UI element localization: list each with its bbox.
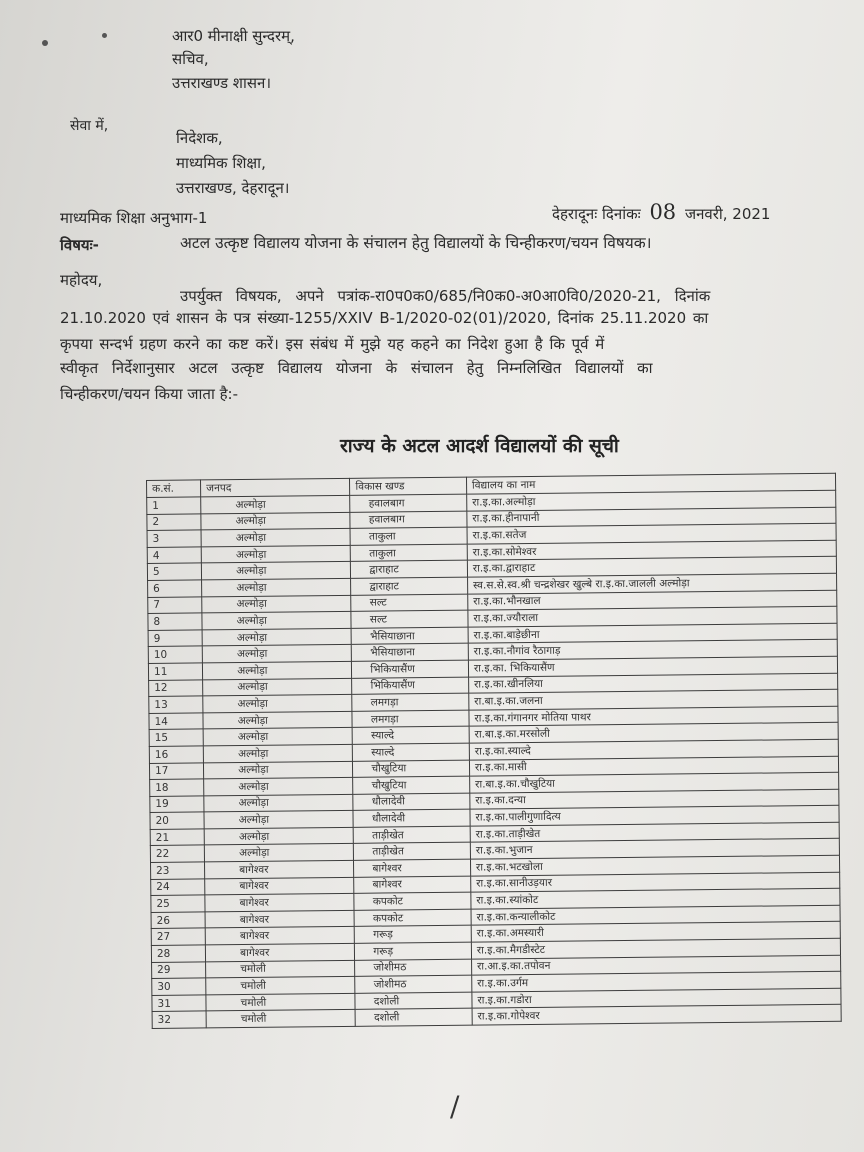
- cell-block: लमगड़ा: [352, 710, 469, 728]
- cell-school: रा.इ.का.स्यांकोट: [471, 889, 840, 909]
- cell-school: रा.इ.का.ताड़ीखेत: [470, 822, 839, 842]
- cell-block: भिकियासैंण: [352, 677, 469, 695]
- cell-block: जोशीमठ: [355, 975, 472, 993]
- cell-school: रा.इ.का.गोपेश्वर: [472, 1005, 841, 1025]
- cell-district: अल्मोड़ा: [201, 529, 350, 547]
- cell-school: रा.इ.का.अमस्यारी: [471, 922, 840, 942]
- cell-block: दशोली: [355, 1009, 472, 1027]
- cell-district: बागेश्वर: [205, 877, 354, 895]
- cell-serial: 28: [151, 945, 205, 962]
- cell-district: बागेश्वर: [206, 943, 355, 961]
- cell-district: बागेश्वर: [205, 860, 354, 878]
- cell-school: रा.इ.का.द्वाराहाट: [467, 557, 836, 577]
- cell-district: चमोली: [206, 960, 355, 978]
- cell-block: भैसियाछाना: [351, 627, 468, 645]
- cell-serial: 7: [148, 596, 202, 613]
- cell-block: ताकुला: [350, 527, 467, 545]
- salutation: महोदय,: [60, 271, 103, 289]
- cell-district: चमोली: [206, 993, 355, 1011]
- cell-district: अल्मोड़ा: [204, 761, 353, 779]
- cell-block: सल्ट: [351, 594, 468, 612]
- cell-serial: 14: [149, 713, 203, 730]
- cell-school: रा.इ.का.भुजान: [470, 839, 839, 859]
- cell-district: अल्मोड़ा: [201, 545, 350, 563]
- cell-serial: 9: [148, 630, 202, 647]
- cell-block: स्याल्दे: [353, 726, 470, 744]
- cell-serial: 18: [150, 779, 204, 796]
- cell-block: स्याल्दे: [353, 743, 470, 761]
- cell-district: अल्मोड़ा: [205, 844, 354, 862]
- cell-serial: 11: [148, 663, 202, 680]
- cell-serial: 2: [147, 514, 201, 531]
- cell-school: रा.बा.इ.का.चौखुटिया: [470, 772, 839, 792]
- recipient-title: निदेशक,: [176, 129, 223, 147]
- cell-serial: 26: [151, 912, 205, 929]
- cell-district: अल्मोड़ा: [204, 777, 353, 795]
- cell-school: रा.इ.का.गंगानगर मोतिया पाथर: [469, 706, 838, 726]
- cell-school: रा.इ.का.भौनखाल: [468, 590, 837, 610]
- date-month-year: जनवरी, 2021: [684, 205, 771, 223]
- cell-school: रा.इ.का.कन्यालीकोट: [471, 905, 840, 925]
- cell-school: रा.इ.का.सानीउड़यार: [471, 872, 840, 892]
- cell-school: रा.इ.का.दन्या: [470, 789, 839, 809]
- table-title: राज्य के अटल आदर्श विद्यालयों की सूची: [340, 435, 619, 457]
- cell-district: चमोली: [206, 977, 355, 995]
- body-line: उपर्युक्त विषयक, अपने पत्रांक-रा0प0क0/685/नि0क0-अ0आ0वि0/2020-21, दिनांक: [180, 287, 711, 305]
- cell-serial: 21: [150, 829, 204, 846]
- cell-serial: 25: [151, 895, 205, 912]
- sender-designation: सचिव,: [172, 50, 209, 68]
- cell-district: अल्मोड़ा: [202, 595, 351, 613]
- cell-serial: 22: [150, 845, 204, 862]
- cell-block: जोशीमठ: [355, 959, 472, 977]
- cell-block: द्वाराहाट: [351, 577, 468, 595]
- cell-district: अल्मोड़ा: [203, 678, 352, 696]
- cell-block: हवालबाग: [350, 511, 467, 529]
- cell-school: रा.इ.का.सोमेश्वर: [467, 540, 836, 560]
- cell-school: रा.इ.का.मासी: [469, 756, 838, 776]
- cell-serial: 31: [152, 995, 206, 1012]
- body-line: स्वीकृत निर्देशानुसार अटल उत्कृष्ट विद्यालय योजना के संचालन हेतु निम्नलिखित विद्यालयों का: [60, 359, 653, 377]
- cell-school: रा.इ.का. भिकियासैंण: [468, 656, 837, 676]
- cell-district: अल्मोड़ा: [203, 711, 352, 729]
- cell-school: रा.इ.का.बाड़ेछीना: [468, 623, 837, 643]
- cell-district: बागेश्वर: [205, 910, 354, 928]
- body-line: चिन्हीकरण/चयन किया जाता है:-: [60, 385, 239, 403]
- cell-school: रा.इ.का.हीनापानी: [467, 507, 836, 527]
- table-body: [147, 490, 842, 1028]
- cell-block: भैसियाछाना: [352, 643, 469, 661]
- cell-block: बागेश्वर: [354, 876, 471, 894]
- cell-block: भिकियासैंण: [352, 660, 469, 678]
- cell-district: अल्मोड़ा: [203, 744, 352, 762]
- cell-district: अल्मोड़ा: [203, 661, 352, 679]
- cell-serial: 1: [147, 497, 201, 514]
- cell-serial: 6: [148, 580, 202, 597]
- cell-school: रा.इ.का.पालीगुणादित्य: [470, 806, 839, 826]
- cell-school: रा.इ.का.गडोरा: [472, 988, 841, 1008]
- date-line: [552, 200, 770, 224]
- cell-serial: 23: [151, 862, 205, 879]
- cell-block: गरूड़: [355, 926, 472, 944]
- cell-serial: 3: [147, 530, 201, 547]
- cell-serial: 24: [151, 879, 205, 896]
- schools-table: [146, 473, 842, 1029]
- paper-speck: [102, 33, 107, 38]
- cell-block: द्वाराहाट: [351, 561, 468, 579]
- cell-block: धौलादेवी: [353, 793, 470, 811]
- cell-district: बागेश्वर: [205, 894, 354, 912]
- cell-school: रा.इ.का.सतेज: [467, 523, 836, 543]
- cell-district: अल्मोड़ा: [204, 811, 353, 829]
- sender-government: उत्तराखण्ड शासन।: [172, 74, 272, 92]
- subject-text: अटल उत्कृष्ट विद्यालय योजना के संचालन हेतु विद्यालयों के चिन्हीकरण/चयन विषयक।: [180, 234, 652, 252]
- cell-block: चौखुटिया: [353, 776, 470, 794]
- body-line: कृपया सन्दर्भ ग्रहण करने का कष्ट करें। इस संबंध में मुझे यह कहने का निदेश हुआ है कि पूर्व में: [60, 335, 605, 353]
- paper-speck: [42, 40, 48, 46]
- cell-block: ताड़ीखेत: [354, 843, 471, 861]
- cell-district: अल्मोड़ा: [203, 694, 352, 712]
- cell-serial: 13: [149, 696, 203, 713]
- cell-school: रा.इ.का.मैगडीस्टेट: [471, 938, 840, 958]
- recipient-place: उत्तराखण्ड, देहरादून।: [176, 179, 290, 197]
- cell-school: रा.इ.का.अल्मोड़ा: [467, 490, 836, 510]
- cell-serial: 10: [148, 646, 202, 663]
- cell-district: अल्मोड़ा: [201, 512, 350, 530]
- section-name: माध्यमिक शिक्षा अनुभाग-1: [60, 209, 208, 227]
- cell-serial: 4: [147, 547, 201, 564]
- date-prefix: देहरादूनः दिनांकः: [552, 205, 641, 223]
- cell-serial: 15: [149, 729, 203, 746]
- header-school: विद्यालय का नाम: [466, 473, 835, 494]
- cell-serial: 12: [149, 679, 203, 696]
- cell-school: रा.बा.इ.का.जलना: [469, 689, 838, 709]
- subject-label: विषयः-: [60, 236, 99, 254]
- header-district: जनपद: [201, 478, 350, 497]
- recipient-department: माध्यमिक शिक्षा,: [176, 154, 266, 172]
- cell-block: दशोली: [355, 992, 472, 1010]
- cell-block: चौखुटिया: [353, 760, 470, 778]
- sender-name: आर0 मीनाक्षी सुन्दरम्,: [172, 27, 295, 45]
- cell-serial: 16: [149, 746, 203, 763]
- cell-district: अल्मोड़ा: [204, 794, 353, 812]
- cell-district: अल्मोड़ा: [203, 728, 352, 746]
- cell-school: स्व.स.से.स्व.श्री चन्द्रशेखर खुल्बे रा.इ.का.जालली अल्मोड़ा: [467, 573, 836, 593]
- cell-school: रा.बा.इ.का.मरसोली: [469, 723, 838, 743]
- cell-district: अल्मोड़ा: [204, 827, 353, 845]
- body-line: 21.10.2020 एवं शासन के पत्र संख्या-1255/XXIV B-1/2020-02(01)/2020, दिनांक 25.11.2020 का: [60, 309, 709, 327]
- cell-school: रा.इ.का.ज्यौराला: [468, 606, 837, 626]
- cell-district: अल्मोड़ा: [202, 562, 351, 580]
- cell-block: सल्ट: [351, 610, 468, 628]
- cell-district: अल्मोड़ा: [202, 578, 351, 596]
- cell-district: अल्मोड़ा: [202, 645, 351, 663]
- cell-school: रा.इ.का.नौगांव रैठागाड़: [468, 640, 837, 660]
- cell-block: ताड़ीखेत: [354, 826, 471, 844]
- cell-serial: 32: [152, 1011, 206, 1028]
- header-serial: क.सं.: [147, 480, 201, 498]
- cell-district: अल्मोड़ा: [202, 628, 351, 646]
- cell-serial: 27: [151, 928, 205, 945]
- cell-block: हवालबाग: [350, 494, 467, 512]
- to-label: सेवा में,: [70, 118, 109, 134]
- cell-serial: 29: [152, 962, 206, 979]
- cell-district: अल्मोड़ा: [202, 612, 351, 630]
- cell-serial: 17: [149, 762, 203, 779]
- cell-block: धौलादेवी: [353, 809, 470, 827]
- cell-serial: 8: [148, 613, 202, 630]
- cell-school: रा.इ.का.उर्गम: [472, 971, 841, 991]
- cell-school: रा.इ.का.भटखोला: [470, 855, 839, 875]
- cell-district: अल्मोड़ा: [201, 495, 350, 513]
- signature-mark: /: [450, 1090, 460, 1123]
- cell-block: बागेश्वर: [354, 859, 471, 877]
- header-block: विकास खण्ड: [350, 477, 467, 495]
- cell-serial: 20: [150, 812, 204, 829]
- date-day: 08: [649, 200, 677, 224]
- cell-block: कपकोट: [354, 892, 471, 910]
- cell-block: गरूड़: [355, 942, 472, 960]
- cell-serial: 30: [152, 978, 206, 995]
- cell-block: कपकोट: [354, 909, 471, 927]
- cell-serial: 19: [150, 796, 204, 813]
- cell-district: चमोली: [206, 1010, 355, 1028]
- cell-school: रा.इ.का.खीनलिया: [469, 673, 838, 693]
- cell-serial: 5: [147, 563, 201, 580]
- cell-district: बागेश्वर: [205, 927, 354, 945]
- cell-school: रा.आ.इ.का.तपोवन: [471, 955, 840, 975]
- cell-block: लमगड़ा: [352, 693, 469, 711]
- cell-block: ताकुला: [351, 544, 468, 562]
- cell-school: रा.इ.का.स्याल्दे: [469, 739, 838, 759]
